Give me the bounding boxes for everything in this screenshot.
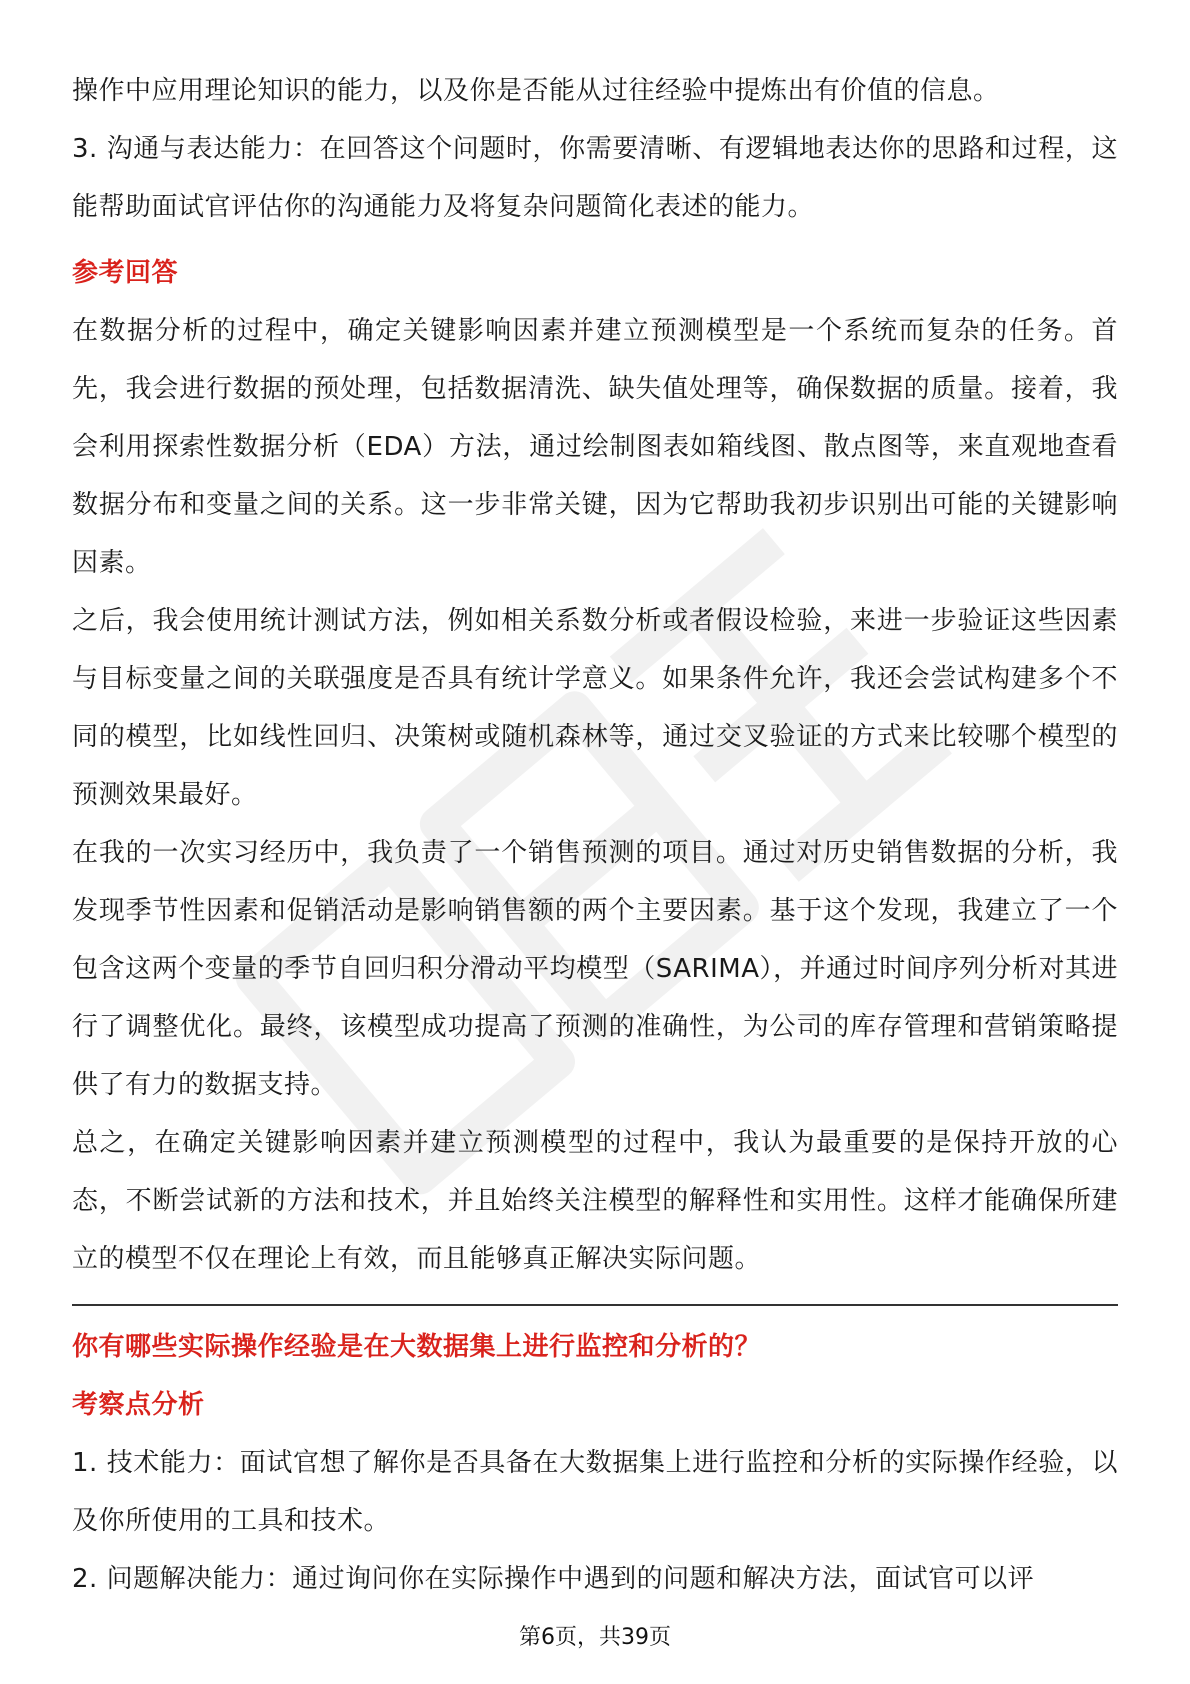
answer-paragraph-1: 在数据分析的过程中，确定关键影响因素并建立预测模型是一个系统而复杂的任务。首先，我会进行数据的预处理，包括数据清洗、缺失值处理等，确保数据的质量。接着，我会利用探索性数据分析（EDA）方法，通过绘制图表如箱线图、散点图等，来直观地查看数据分布和变量之间的关系。这一步非常关键，因为它帮助我初步识别出可能的关键影响因素。	[72, 316, 1118, 578]
answer-paragraph-4: 总之，在确定关键影响因素并建立预测模型的过程中，我认为最重要的是保持开放的心态，不断尝试新的方法和技术，并且始终关注模型的解释性和实用性。这样才能确保所建立的模型不仅在理论上有效，而且能够真正解决实际问题。	[72, 1128, 1118, 1274]
answer-heading: 参考回答	[72, 258, 179, 288]
answer-paragraph-3: 在我的一次实习经历中，我负责了一个销售预测的项目。通过对历史销售数据的分析，我发现季节性因素和促销活动是影响销售额的两个主要因素。基于这个发现，我建立了一个包含这两个变量的季节自回归积分滑动平均模型（SARIMA），并通过时间序列分析对其进行了调整优化。最终，该模型成功提高了预测的准确性，为公司的库存管理和营销策略提供了有力的数据支持。	[72, 838, 1118, 1100]
page-number-footer: 第6页，共39页	[519, 1625, 671, 1650]
main-content	[72, 62, 1118, 1608]
question-title: 你有哪些实际操作经验是在大数据集上进行监控和分析的？	[72, 1332, 762, 1362]
analysis-heading: 考察点分析	[72, 1390, 205, 1420]
analysis-point-1: 1. 技术能力：面试官想了解你是否具备在大数据集上进行监控和分析的实际操作经验，以及你所使用的工具和技术。	[72, 1448, 1118, 1536]
answer-paragraph-2: 之后，我会使用统计测试方法，例如相关系数分析或者假设检验，来进一步验证这些因素与目标变量之间的关联强度是否具有统计学意义。如果条件允许，我还会尝试构建多个不同的模型，比如线性回归、决策树或随机森林等，通过交叉验证的方式来比较哪个模型的预测效果最好。	[72, 606, 1118, 810]
point-communication: 3. 沟通与表达能力：在回答这个问题时，你需要清晰、有逻辑地表达你的思路和过程，这能帮助面试官评估你的沟通能力及将复杂问题简化表述的能力。	[72, 134, 1118, 222]
paragraph-continuation: 操作中应用理论知识的能力，以及你是否能从过往经验中提炼出有价值的信息。	[72, 76, 1000, 106]
analysis-point-2: 2. 问题解决能力：通过询问你在实际操作中遇到的问题和解决方法，面试官可以评	[72, 1564, 1035, 1594]
section-divider	[72, 1304, 1118, 1306]
